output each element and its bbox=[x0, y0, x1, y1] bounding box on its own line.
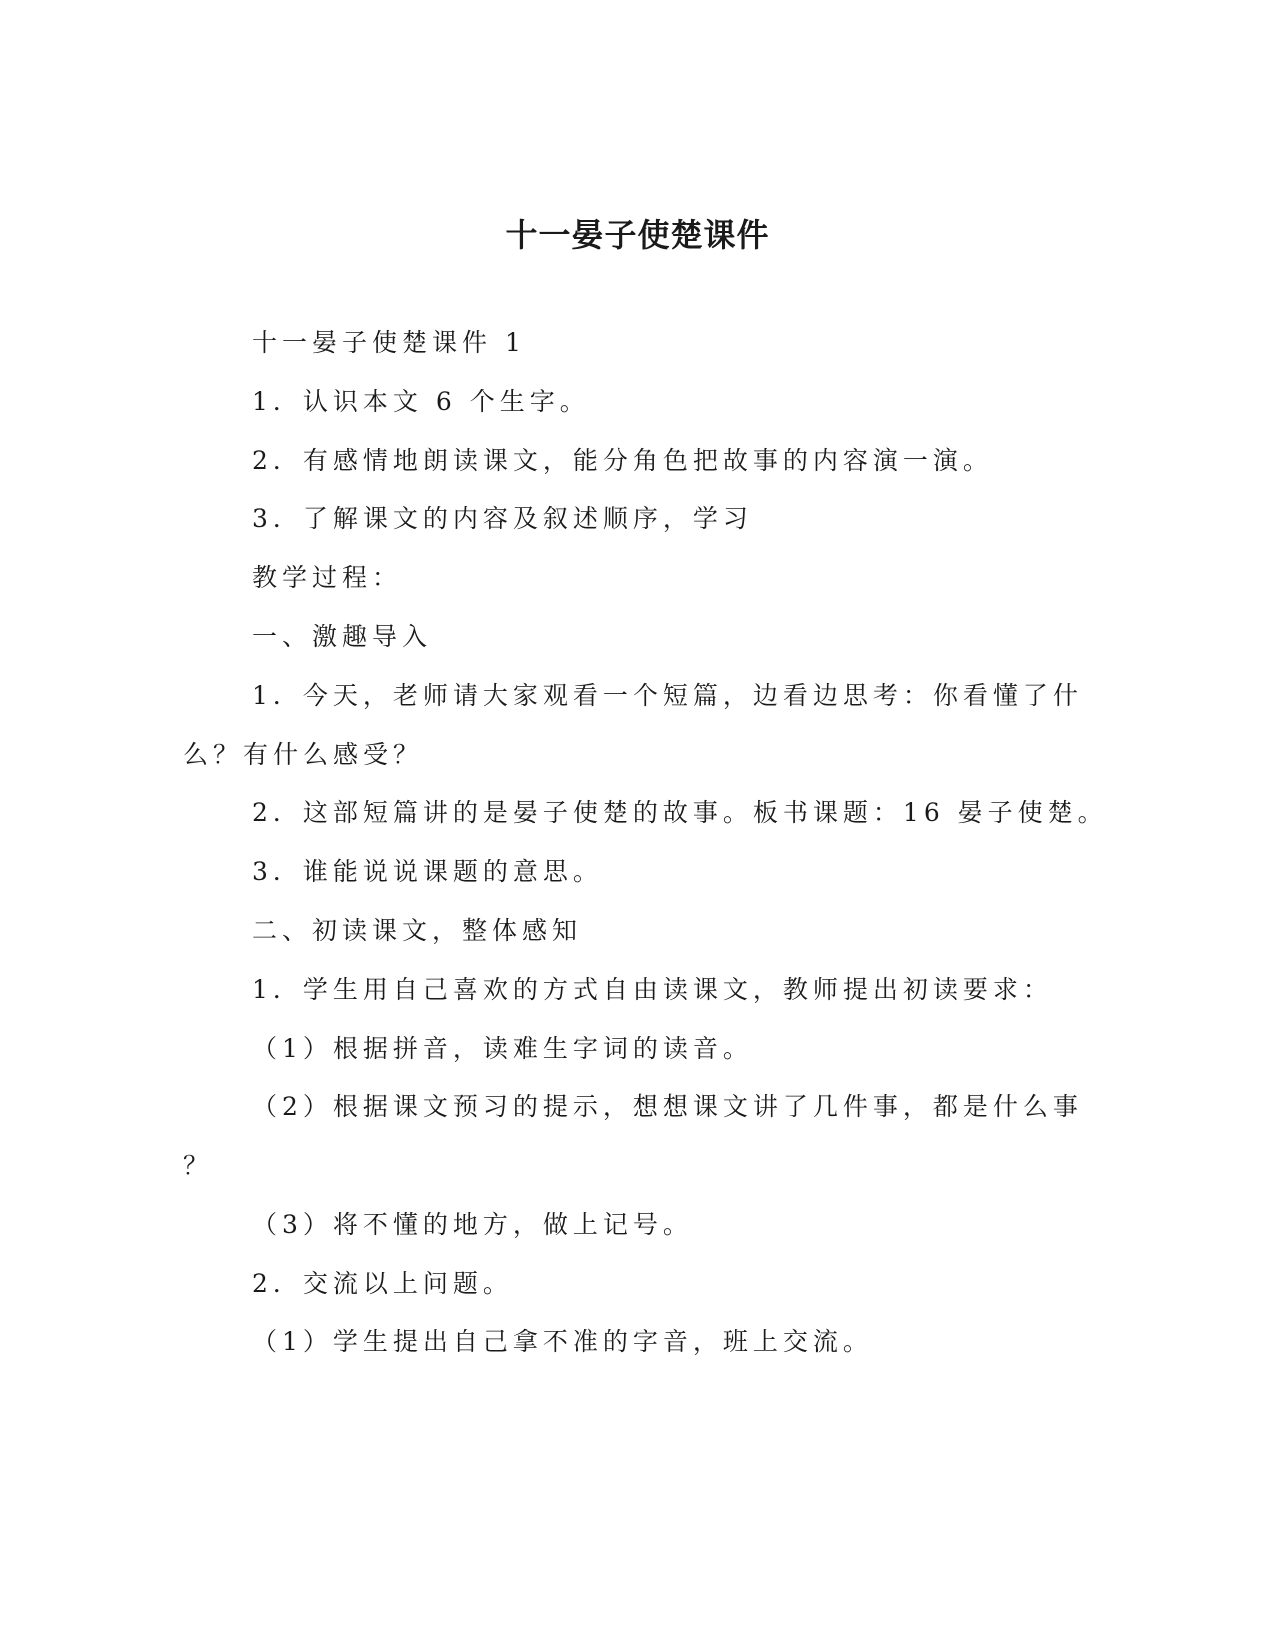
paragraph-line: 2．这部短篇讲的是晏子使楚的故事。板书课题：16 晏子使楚。 bbox=[252, 798, 1108, 827]
paragraph-line: 2．有感情地朗读课文，能分角色把故事的内容演一演。 bbox=[252, 446, 993, 475]
paragraph-line: 么？有什么感受？ bbox=[183, 740, 424, 769]
section-heading: 二、初读课文，整体感知 bbox=[252, 916, 583, 945]
paragraph-line: （1）根据拼音，读难生字词的读音。 bbox=[252, 1034, 753, 1063]
page-title: 十一晏子使楚课件 bbox=[505, 216, 770, 254]
paragraph-line: 1．今天，老师请大家观看一个短篇，边看边思考：你看懂了什 bbox=[252, 681, 1083, 710]
paragraph-line: （2）根据课文预习的提示，想想课文讲了几件事，都是什么事 bbox=[252, 1092, 1083, 1121]
section-heading: 一、激趣导入 bbox=[252, 622, 433, 651]
paragraph-line: 3．了解课文的内容及叙述顺序，学习 bbox=[252, 504, 753, 533]
paragraph-line: ？ bbox=[183, 1151, 214, 1180]
section-label: 教学过程： bbox=[252, 563, 403, 592]
paragraph-line: （3）将不懂的地方，做上记号。 bbox=[252, 1210, 693, 1239]
paragraph-line: 十一晏子使楚课件 1 bbox=[252, 328, 526, 357]
paragraph-line: 3．谁能说说课题的意思。 bbox=[252, 857, 603, 886]
paragraph-line: （1）学生提出自己拿不准的字音，班上交流。 bbox=[252, 1327, 873, 1356]
paragraph-line: 2．交流以上问题。 bbox=[252, 1269, 513, 1298]
paragraph-line: 1．认识本文 6 个生字。 bbox=[252, 387, 590, 416]
paragraph-line: 1．学生用自己喜欢的方式自由读课文，教师提出初读要求： bbox=[252, 975, 1053, 1004]
